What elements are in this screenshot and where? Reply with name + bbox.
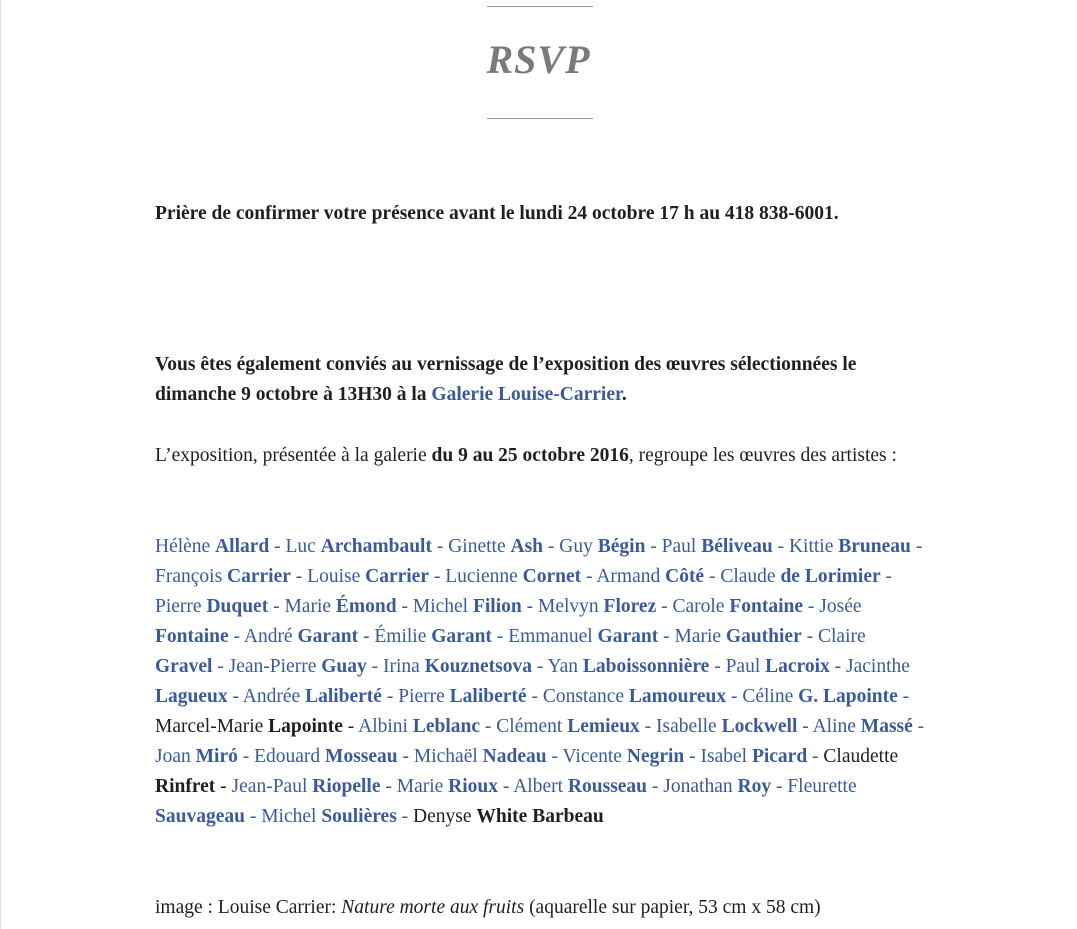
artist-separator: - [663,625,670,647]
artist-first-name: Émilie [374,625,427,647]
artist-separator: - [650,535,657,557]
artist-item[interactable] [244,626,358,647]
artist-separator: - [915,535,923,557]
artist-first-name: Andrée [242,685,301,707]
artist-first-name: Michel [261,805,317,827]
artist-separator: - [233,625,241,647]
artist-item[interactable] [513,776,647,797]
artist-last-name: Lacroix [765,655,830,677]
image-credit [155,893,925,923]
artist-last-name: Lagueux [155,685,228,707]
expo-text-after: , regroupe les œuvres des artistes : [628,444,897,466]
artist-separator: - [217,655,224,677]
artist-first-name: Pierre [398,685,445,707]
artist-separator: - [385,775,392,797]
artist-separator: - [496,625,504,647]
expo-text-before: L’exposition, présentée à la galerie [155,444,432,466]
confirm-paragraph: Prière de confirmer votre présence avant le lundi 24 octobre 17 h au 418 838-6001. [155,202,839,224]
artist-last-name: Duquet [206,595,269,617]
artist-item[interactable] [155,596,268,617]
artist-first-name: Luc [285,535,316,557]
artist-last-name: G. Lapointe [798,685,898,707]
artist-separator: - [547,535,555,557]
artist-last-name: Lapointe [268,715,343,737]
artist-first-name: Claude [720,565,776,587]
artist-last-name: Picard [751,745,808,767]
artist-item[interactable] [307,566,429,587]
artist-first-name: Jean-Pierre [228,655,317,677]
page-border [0,0,1,929]
artist-first-name: Céline [742,685,794,707]
artist-separator: - [433,565,441,587]
artist-separator: - [436,535,444,557]
artist-first-name: Albini [358,715,408,737]
artist-separator: - [531,685,538,707]
artist-last-name: Bégin [597,535,646,557]
artist-item[interactable] [229,656,367,677]
gallery-link[interactable]: Galerie Louise-Carrier [431,383,622,405]
artist-separator: - [249,805,257,827]
artist-separator: - [386,685,394,707]
artist-last-name: Côté [665,565,705,587]
invite-period: . [621,383,627,405]
artist-separator: - [274,535,281,557]
artist-first-name: Albert [513,775,564,797]
artist-first-name: Emmanuel [508,625,593,647]
artist-last-name: Garant [297,625,359,647]
artist-first-name: Guy [559,535,593,557]
artist-separator: - [295,565,303,587]
artist-separator: - [775,775,783,797]
credit-title: Nature morte aux fruits [341,896,525,918]
artist-item[interactable] [538,596,656,617]
artist-last-name: Rousseau [567,775,648,797]
artist-separator: - [363,625,370,647]
artist-separator: - [917,715,925,737]
artist-item[interactable] [547,656,709,677]
artist-item[interactable] [543,686,726,707]
artist-last-name: Lockwell [721,715,798,737]
artist-separator: - [273,595,280,617]
artist-first-name: Marie [674,625,722,647]
artist-last-name: Soulières [321,805,397,827]
artist-separator: - [401,595,408,617]
artist-first-name: Isabel [700,745,748,767]
artist-last-name: de Lorimier [780,565,881,587]
artist-first-name: Constance [542,685,625,707]
artist-item[interactable] [358,716,480,737]
artist-first-name: Jonathan [663,775,733,797]
artist-separator: - [806,625,814,647]
artist-first-name: Jacinthe [846,655,910,677]
artist-first-name: Paul [725,655,761,677]
artist-item [155,716,343,737]
artist-separator: - [714,655,721,677]
artist-separator: - [536,655,544,677]
artist-separator: - [902,685,910,707]
artist-first-name: François [155,565,223,587]
artist-separator: - [812,745,819,767]
artist-separator: - [371,655,379,677]
credit-prefix: image : Louise Carrier: [155,896,342,918]
exhibition-paragraph [155,441,925,471]
artist-last-name: Bruneau [838,535,911,557]
artist-last-name: Miró [195,745,238,767]
title-rule-top [487,6,593,7]
artist-item[interactable] [701,746,808,767]
artist-first-name: Hélène [155,535,211,557]
artist-item[interactable] [508,626,658,647]
artist-item[interactable] [596,566,704,587]
artist-last-name: Laboissonnière [582,655,710,677]
artist-last-name: Roy [737,775,772,797]
artist-last-name: Garant [431,625,492,647]
artist-last-name: Carrier [227,565,291,587]
artist-first-name: Vicente [562,745,622,767]
artist-separator: - [502,775,510,797]
artist-last-name: Carrier [365,565,429,587]
artist-item[interactable] [155,536,269,557]
artist-separator: - [551,745,558,767]
artist-last-name: Fontaine [155,625,229,647]
artist-item[interactable] [445,566,581,587]
artist-item[interactable] [656,716,797,737]
artist-first-name: Kittie [788,535,834,557]
artist-item [413,806,604,827]
artist-item[interactable] [726,656,830,677]
artist-item[interactable] [155,746,238,767]
artist-last-name: Ash [510,535,544,557]
artist-item[interactable] [662,536,773,557]
artist-first-name: Lucienne [445,565,518,587]
artist-first-name: Michaël [413,745,478,767]
artist-separator: - [401,805,409,827]
expo-dates: du 9 au 25 octobre 2016 [431,444,629,466]
artist-item[interactable] [672,596,803,617]
artist-last-name: Rinfret [155,775,216,797]
artist-last-name: Mosseau [325,745,398,767]
artist-item[interactable] [559,536,645,557]
artist-separator: - [777,535,785,557]
credit-suffix: (aquarelle sur papier, 53 cm x 58 cm) [524,896,821,918]
artist-separator: - [526,595,534,617]
title-rule-bottom [487,118,593,119]
artist-separator: - [834,655,842,677]
artist-item[interactable] [813,716,913,737]
artist-last-name: Kouznetsova [424,655,532,677]
artist-first-name: Denyse [413,805,472,827]
artist-last-name: Lamoureux [628,685,727,707]
artist-separator: - [242,745,250,767]
artist-first-name: Claudette [823,745,899,767]
artist-first-name: André [243,625,293,647]
artist-first-name: Michel [412,595,469,617]
artist-last-name: Negrin [626,745,685,767]
artist-first-name: Fleurette [787,775,857,797]
artist-last-name: Émond [335,595,397,617]
artist-last-name: Guay [321,655,367,677]
artist-item[interactable] [398,686,526,707]
artist-first-name: Armand [596,565,661,587]
artist-first-name: Edouard [254,745,321,767]
artist-item[interactable] [448,536,543,557]
rsvp-title: RSVP [486,37,591,82]
artist-first-name: Joan [155,745,191,767]
artist-last-name: Massé [860,715,913,737]
artist-first-name: Josée [819,595,862,617]
artist-item[interactable] [284,596,396,617]
artist-last-name: Béliveau [701,535,773,557]
artist-separator: - [651,775,659,797]
artist-last-name: Archambault [320,535,432,557]
artist-last-name: Sauvageau [155,805,245,827]
artist-first-name: Marie [396,775,444,797]
artist-first-name: Pierre [155,595,202,617]
artist-last-name: White Barbeau [476,805,604,827]
artist-first-name: Irina [383,655,420,677]
artist-last-name: Nadeau [482,745,547,767]
invite-text: Vous êtes également conviés au vernissage de l’exposition des œuvres sélectionnées le dimanche 9 octobre à 13H30 à la [155,353,857,405]
artist-item[interactable] [155,566,291,587]
artist-first-name: Melvyn [537,595,599,617]
artist-first-name: Paul [661,535,697,557]
artist-item[interactable] [742,686,897,707]
artist-item[interactable] [232,776,381,797]
artist-last-name: Florez [603,595,657,617]
artist-separator: - [661,595,668,617]
artist-last-name: Fontaine [729,595,804,617]
artist-separator: - [689,745,696,767]
artist-separator: - [730,685,738,707]
artist-separator: - [402,745,410,767]
artist-item[interactable] [243,686,382,707]
artist-separator: - [586,565,593,587]
artist-separator: - [347,715,355,737]
artist-last-name: Laliberté [449,685,527,707]
artist-last-name: Garant [597,625,659,647]
artist-first-name: Aline [812,715,856,737]
artist-separator: - [484,715,492,737]
artist-last-name: Riopelle [312,775,381,797]
artist-item[interactable] [789,536,911,557]
artist-first-name: Clément [496,715,563,737]
artist-last-name: Cornet [522,565,582,587]
artist-separator: - [644,715,652,737]
artist-item[interactable] [720,566,880,587]
artist-last-name: Allard [215,535,270,557]
artist-item[interactable] [413,596,522,617]
artist-first-name: Isabelle [656,715,717,737]
artist-last-name: Gauthier [725,625,802,647]
artist-item[interactable] [383,656,532,677]
artist-first-name: Jean-Paul [231,775,308,797]
artist-item[interactable] [496,716,640,737]
artist-last-name: Filion [472,595,522,617]
invite-paragraph [155,350,925,410]
artist-separator: - [708,565,716,587]
artist-last-name: Laliberté [305,685,382,707]
artist-item[interactable] [286,536,432,557]
artist-item[interactable] [254,746,398,767]
artist-first-name: Yan [547,655,579,677]
artists-list [155,532,925,832]
artist-first-name: Marcel-Marie [155,715,264,737]
artist-last-name: Lemieux [567,715,640,737]
artist-last-name: Leblanc [412,715,481,737]
artist-last-name: Rioux [448,775,499,797]
artist-item[interactable] [374,626,492,647]
artist-separator: - [232,685,239,707]
artist-item[interactable] [674,626,801,647]
artist-first-name: Marie [284,595,332,617]
artist-first-name: Claire [818,625,866,647]
artist-last-name: Gravel [155,655,213,677]
artist-separator: - [807,595,815,617]
artist-item[interactable] [261,806,397,827]
artist-first-name: Louise [307,565,361,587]
artist-item[interactable] [563,746,685,767]
artist-item[interactable] [414,746,547,767]
artist-item[interactable] [397,776,498,797]
artist-separator: - [220,775,227,797]
artist-first-name: Ginette [448,535,506,557]
artist-first-name: Carole [672,595,725,617]
artist-item[interactable] [663,776,771,797]
artist-separator: - [885,565,893,587]
artist-separator: - [802,715,809,737]
